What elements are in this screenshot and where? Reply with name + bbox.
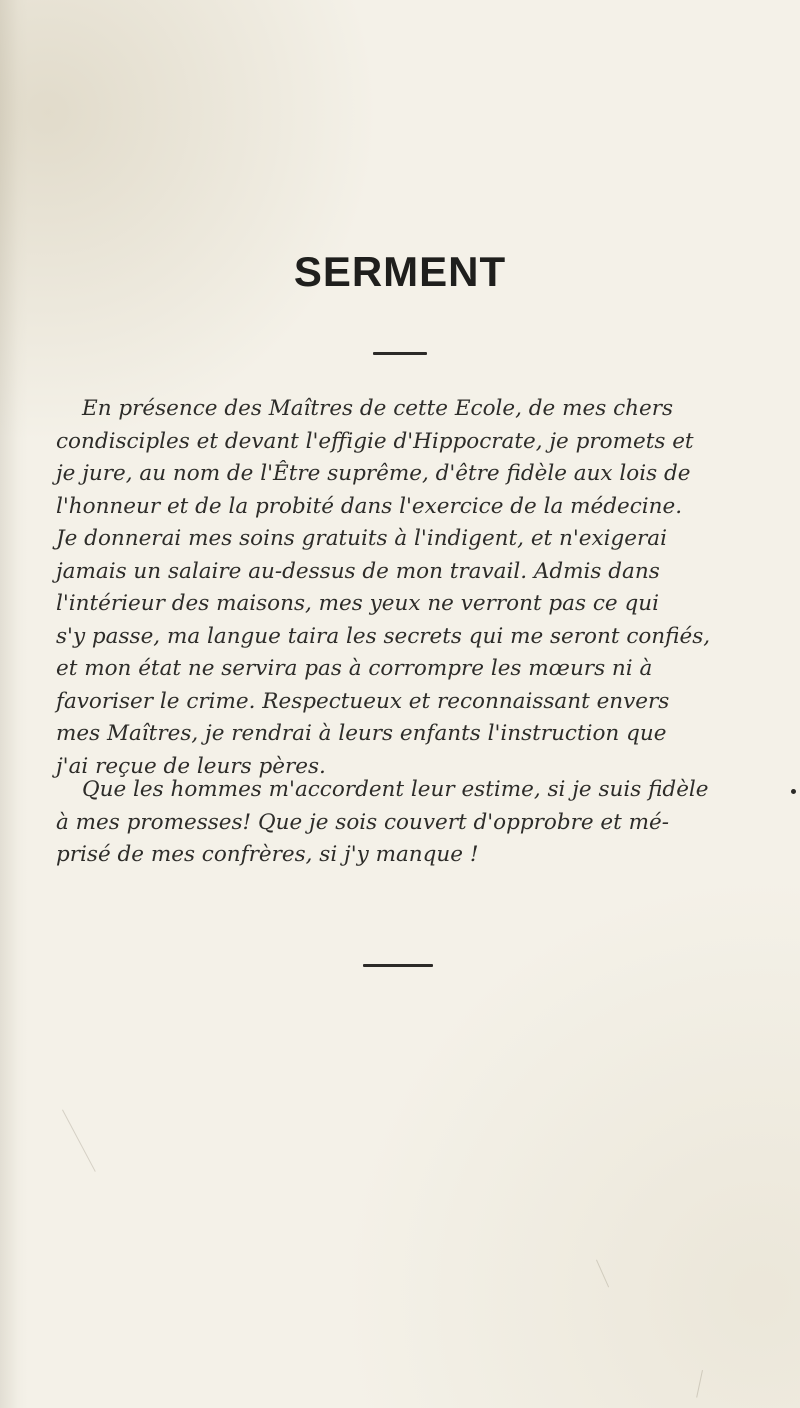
paragraph-line: l'honneur et de la probité dans l'exercice de la médecine.	[56, 493, 683, 519]
paragraph-line: s'y passe, ma langue taira les secrets qui me seront confiés,	[56, 623, 711, 649]
paragraph-line: Je donnerai mes soins gratuits à l'indigent, et n'exigerai	[56, 526, 667, 551]
paper-mark	[62, 1110, 96, 1172]
paragraph-line: jamais un salaire au-dessus de mon travail. Admis dans	[56, 558, 660, 584]
paragraph-line: mes Maîtres, je rendrai à leurs enfants l'instruction que	[56, 721, 667, 746]
paragraph-line: l'intérieur des maisons, mes yeux ne verront pas ce qui	[56, 591, 659, 616]
paper-mark	[696, 1370, 703, 1398]
title-divider	[373, 352, 427, 355]
paragraph-line: j'ai reçue de leurs pères.	[56, 753, 326, 779]
paragraph-line: et mon état ne servira pas à corrompre les mœurs ni à	[56, 656, 653, 681]
paragraph-line: je jure, au nom de l'Être suprême, d'être fidèle aux lois de	[56, 461, 691, 486]
paragraph-line: condisciples et devant l'effigie d'Hippocrate, je promets et	[56, 428, 694, 454]
paragraph-line: favoriser le crime. Respectueux et reconnaissant envers	[56, 688, 670, 714]
oath-paragraph-2	[56, 774, 748, 872]
paragraph-line: Que les hommes m'accordent leur estime, si je suis fidèle	[82, 777, 709, 802]
paragraph-line: prisé de mes confrères, si j'y manque !	[56, 842, 479, 867]
paragraph-line: à mes promesses! Que je sois couvert d'opprobre et mé-	[56, 809, 669, 835]
margin-dot	[791, 789, 796, 794]
paragraph-line: En présence des Maîtres de cette Ecole, de mes chers	[82, 396, 674, 421]
page-title: SERMENT	[293, 248, 507, 295]
oath-paragraph-1	[56, 393, 748, 783]
closing-divider	[363, 964, 433, 967]
paper-mark	[596, 1260, 609, 1288]
